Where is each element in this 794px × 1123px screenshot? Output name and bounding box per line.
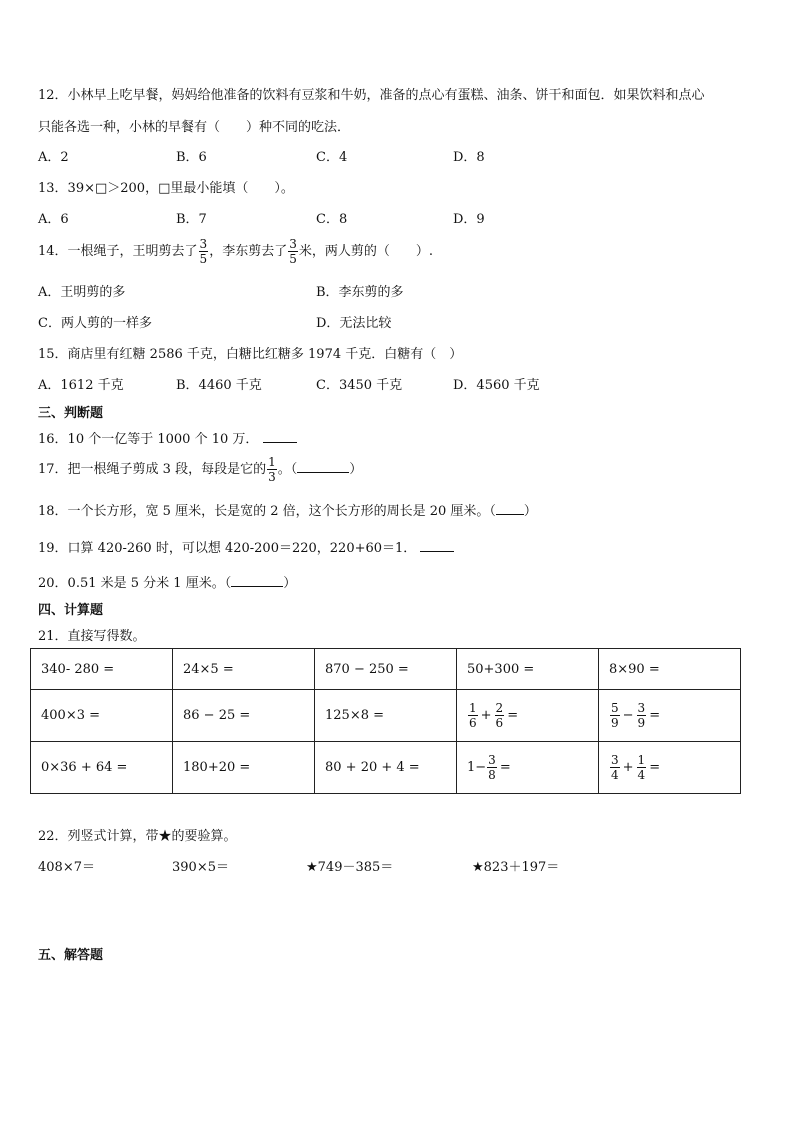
table-cell: 86 − 25 = (173, 690, 315, 742)
fraction-denominator: 8 (488, 768, 496, 782)
equals-sign: = (649, 760, 661, 775)
fraction-denominator: 9 (611, 716, 619, 730)
q14-fraction-2-numerator: 3 (289, 237, 297, 251)
fraction-denominator: 4 (637, 768, 646, 782)
q14-option-a: A．王明剪的多 (38, 285, 126, 300)
fraction-numerator: 5 (611, 701, 619, 715)
q14-fraction-2-denominator: 5 (289, 252, 297, 266)
q16-statement: 16．10 个一亿等于 1000 个 10 万． (38, 432, 259, 447)
fraction-numerator: 3 (611, 753, 619, 767)
q22-item-3: ★749－385＝ (306, 860, 394, 875)
fraction (610, 754, 620, 781)
q17-part2: 。（ (277, 462, 298, 477)
q17-part1: 17．把一根绳子剪成 3 段，每段是它的 (38, 462, 267, 477)
table-cell: 50+300 = (457, 649, 599, 690)
q15-option-a: A．1612 千克 (38, 378, 124, 393)
q15-text: 15．商店里有红糖 2586 千克，白糖比红糖多 1974 千克．白糖有（ ） (38, 347, 463, 362)
q20-answer-blank[interactable] (231, 574, 283, 587)
q14-fraction-1-denominator: 5 (199, 252, 208, 266)
operator: + (480, 708, 492, 723)
q12-line1: 12．小林早上吃早餐，妈妈给他准备的饮料有豆浆和牛奶，准备的点心有蛋糕、油条、饼干和面包．如果饮料和点心 (38, 88, 705, 103)
q13-option-b: B．7 (176, 212, 207, 227)
q22-item-2: 390×5＝ (172, 860, 229, 875)
fraction-numerator: 3 (637, 701, 646, 715)
equals-sign: = (499, 760, 511, 775)
q14-option-d: D．无法比较 (316, 316, 392, 331)
table-cell: 24×5 = (173, 649, 315, 690)
q14-part3: 米，两人剪的（ ）. (298, 244, 433, 259)
table-cell: 8×90 = (599, 649, 741, 690)
q19-text (38, 537, 454, 556)
q16-answer-blank[interactable] (263, 430, 297, 443)
q19-answer-blank[interactable] (420, 539, 454, 552)
q13-text: 13．39×□＞200，□里最小能填（ ）。 (38, 181, 294, 196)
q22-item-4: ★823＋197＝ (472, 860, 560, 875)
section-5-heading: 五、解答题 (38, 948, 104, 963)
fraction-denominator: 6 (495, 716, 504, 730)
q18-part1: 18．一个长方形，宽 5 厘米，长是宽的 2 倍，这个长方形的周长是 20 厘米。（ (38, 504, 496, 519)
q17-part3: ） (349, 462, 363, 477)
q14-part1: 14．一根绳子，王明剪去了 (38, 244, 198, 259)
table-cell (457, 742, 599, 794)
q18-answer-blank[interactable] (496, 502, 524, 515)
table-cell: 400×3 = (31, 690, 173, 742)
table-cell: 125×8 = (315, 690, 457, 742)
table-cell: 340- 280 = (31, 649, 173, 690)
q12-option-a: A．2 (38, 150, 69, 165)
q15-option-c: C．3450 千克 (316, 378, 403, 393)
q22-title: 22．列竖式计算，带★的要验算。 (38, 829, 237, 844)
q20-part2: ） (283, 576, 297, 591)
section-3-heading: 三、判断题 (38, 406, 104, 421)
q22-item-1: 408×7＝ (38, 860, 95, 875)
operator: + (622, 760, 634, 775)
q13-option-c: C．8 (316, 212, 348, 227)
fraction (637, 754, 647, 781)
q15-option-d: D．4560 千克 (453, 378, 540, 393)
q18-text (38, 500, 537, 519)
section-4-heading: 四、计算题 (38, 603, 104, 618)
equals-sign: = (507, 708, 519, 723)
fraction (487, 754, 497, 781)
q14-option-b: B．李东剪的多 (316, 285, 404, 300)
q15-option-b: B．4460 千克 (176, 378, 262, 393)
q14-fraction-1 (199, 238, 209, 265)
fraction-numerator: 2 (495, 701, 504, 715)
q14-part2: ，李东剪去了 (209, 244, 288, 259)
q17-fraction-denominator: 3 (268, 470, 276, 484)
table-cell: 0×36 + 64 = (31, 742, 173, 794)
operator: − (622, 708, 634, 723)
q14-option-c: C．两人剪的一样多 (38, 316, 152, 331)
q14-fraction-2 (288, 238, 298, 265)
q13-option-a: A．6 (38, 212, 69, 227)
q18-part2: ） (523, 504, 537, 519)
fraction (495, 702, 505, 729)
fraction-numerator: 1 (469, 701, 477, 715)
q19-statement: 19．口算 420-260 时，可以想 420-200＝220，220+60＝1． (38, 541, 417, 556)
q17-text (38, 456, 362, 483)
table-cell: 80 + 20 + 4 = (315, 742, 457, 794)
table-row (31, 690, 741, 742)
table-cell: 180+20 = (173, 742, 315, 794)
q14-text (38, 238, 433, 265)
fraction (610, 702, 620, 729)
q12-option-c: C．4 (316, 150, 348, 165)
fraction-denominator: 6 (469, 716, 477, 730)
q21-title: 21．直接写得数。 (38, 629, 146, 644)
q16-text (38, 428, 297, 447)
q12-line2: 只能各选一种，小林的早餐有（ ）种不同的吃法． (38, 120, 351, 135)
table-cell (599, 690, 741, 742)
fraction (468, 702, 478, 729)
table-row (31, 742, 741, 794)
fraction-numerator: 1 (637, 753, 646, 767)
q13-option-d: D．9 (453, 212, 485, 227)
q12-option-b: B．6 (176, 150, 207, 165)
q17-fraction-numerator: 1 (268, 455, 276, 469)
q21-calculation-table (30, 648, 741, 794)
operand-prefix: 1− (467, 760, 487, 775)
q17-fraction (267, 456, 277, 483)
fraction-denominator: 4 (611, 768, 619, 782)
fraction-denominator: 9 (637, 716, 646, 730)
q14-fraction-1-numerator: 3 (199, 237, 208, 251)
q17-answer-blank[interactable] (297, 460, 349, 473)
q12-option-d: D．8 (453, 150, 485, 165)
q20-part1: 20．0.51 米是 5 分米 1 厘米。（ (38, 576, 232, 591)
table-row (31, 649, 741, 690)
table-cell (599, 742, 741, 794)
fraction-numerator: 3 (488, 753, 496, 767)
table-cell (457, 690, 599, 742)
q20-text (38, 572, 296, 591)
table-cell: 870 − 250 = (315, 649, 457, 690)
equals-sign: = (649, 708, 661, 723)
fraction (637, 702, 647, 729)
